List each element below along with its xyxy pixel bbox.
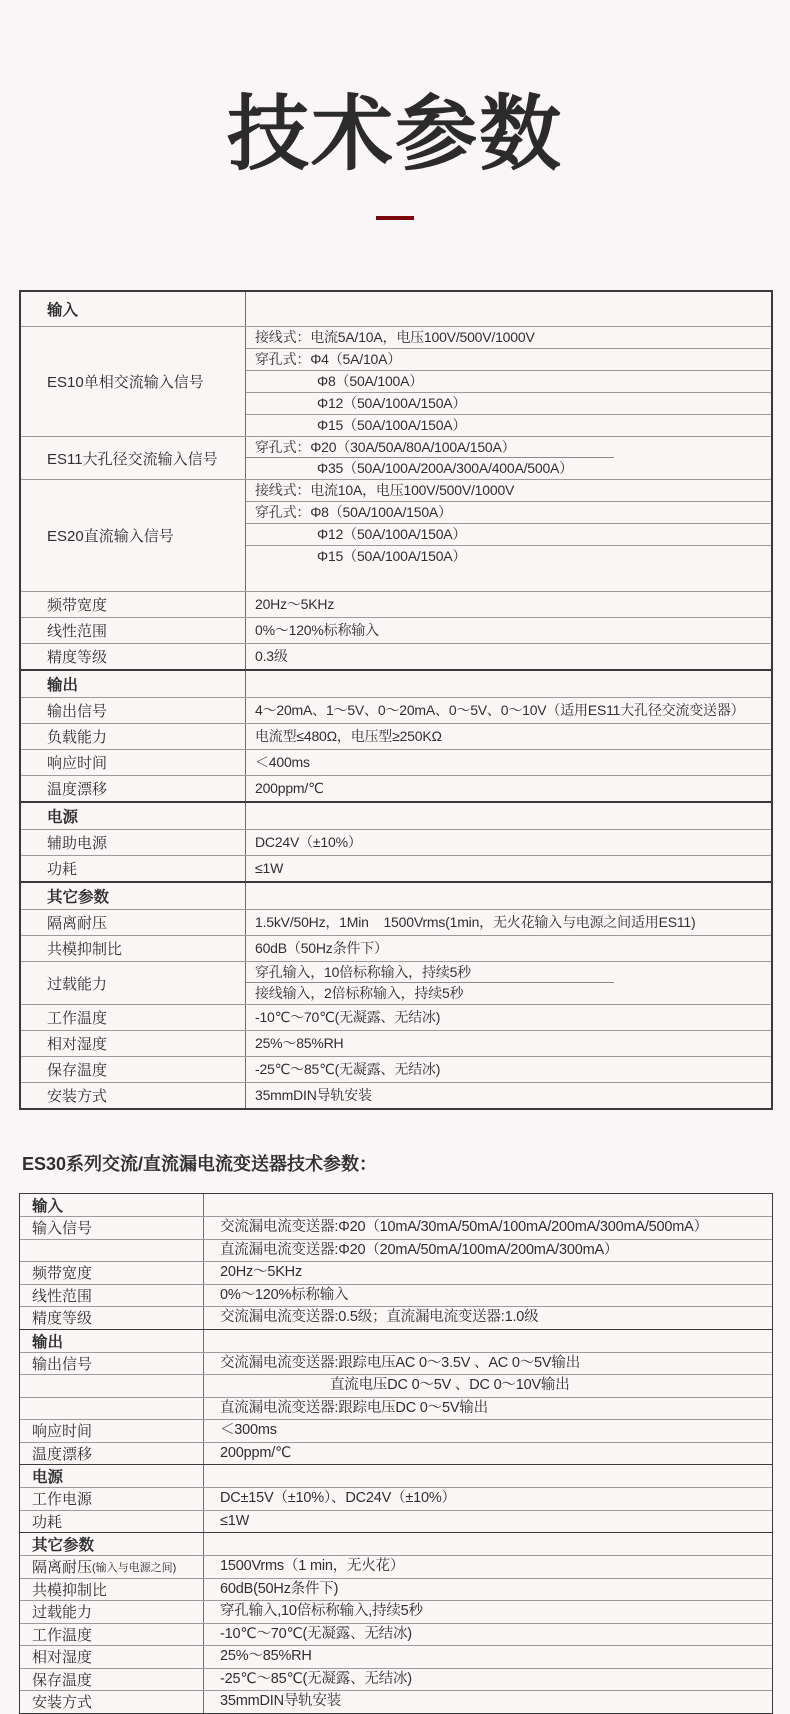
row-value — [246, 830, 771, 855]
table-row — [21, 961, 771, 1004]
row-value — [246, 910, 771, 935]
value-line: 1.5kV/50Hz，1Min 1500Vrms(1min，无火花输入与电源之间适用ES11) — [255, 914, 696, 930]
table-row — [21, 1004, 771, 1030]
value-line: Φ15（50A/100A/150A） — [317, 417, 467, 433]
value-line: -25℃～85℃(无凝露、无结冰) — [255, 1061, 441, 1077]
value-line: 0%～120%标称输入 — [255, 622, 379, 638]
table-row — [21, 935, 771, 961]
value-line: 交流漏电流变送器:Φ20（10mA/30mA/50mA/100mA/200mA/300mA/500mA） — [220, 1219, 708, 1235]
row-value — [204, 1398, 772, 1420]
value-line: Φ35（50A/100A/200A/300A/400A/500A） — [317, 460, 573, 476]
row-value — [204, 1669, 772, 1691]
row-label: 输出 — [20, 1330, 204, 1352]
table-row — [20, 1690, 772, 1713]
row-value — [204, 1285, 772, 1307]
row-value — [204, 1217, 772, 1239]
value-line: 200ppm/℃ — [220, 1444, 292, 1461]
table-row — [21, 436, 771, 479]
row-label: 响应时间 — [21, 750, 246, 775]
table-row — [21, 775, 771, 801]
row-label: 精度等级 — [21, 644, 246, 669]
table-row — [21, 1082, 771, 1108]
value-line: 20Hz～5KHz — [220, 1264, 303, 1280]
row-value — [204, 1601, 772, 1623]
row-value — [246, 618, 771, 643]
value-line: 穿孔输入，10倍标称输入，持续5秒 — [246, 962, 771, 983]
row-label: 保存温度 — [21, 1057, 246, 1082]
value-line: ≤1W — [220, 1512, 250, 1529]
row-value — [246, 724, 771, 749]
row-label: 输入 — [21, 292, 246, 326]
value-line: 35mmDIN导轨安装 — [220, 1693, 342, 1709]
row-value — [204, 1511, 772, 1533]
value-line: 0%～120%标称输入 — [220, 1286, 349, 1303]
title-divider — [376, 216, 414, 220]
value-line: 直流漏电流变送器:Φ20（20mA/50mA/100mA/200mA/300mA） — [220, 1241, 619, 1258]
row-label-note: (输入与电源之间) — [92, 1561, 177, 1574]
value-line: 0.3级 — [255, 648, 288, 664]
row-value — [246, 936, 771, 961]
table-row — [20, 1442, 772, 1465]
row-value — [204, 1330, 772, 1352]
row-value — [204, 1443, 772, 1465]
table-row — [21, 591, 771, 617]
value-line: 25%～85%RH — [255, 1035, 344, 1051]
row-value — [204, 1262, 772, 1284]
value-line: 4～20mA、1～5V、0～20mA、0～5V、0～10V（适用ES11大孔径交流变送器） — [255, 702, 745, 718]
row-label: ES10单相交流输入信号 — [21, 327, 246, 436]
row-value — [204, 1465, 772, 1487]
row-label: 温度漂移 — [20, 1443, 204, 1465]
table-row — [20, 1374, 772, 1397]
value-line: 穿孔式：Φ20（30A/50A/80A/100A/150A） — [246, 437, 771, 458]
value-line: -25℃～85℃(无凝露、无结冰) — [220, 1670, 412, 1687]
value-line: ＜400ms — [255, 754, 310, 770]
row-value — [204, 1691, 772, 1713]
row-value — [246, 750, 771, 775]
value-line — [246, 886, 771, 907]
table-row — [20, 1532, 772, 1555]
table-row — [20, 1487, 772, 1510]
row-value — [246, 883, 771, 909]
value-line: 交流漏电流变送器:0.5级；直流漏电流变送器:1.0级 — [220, 1309, 539, 1325]
row-label: 过载能力 — [21, 962, 246, 1004]
row-label: ES20直流输入信号 — [21, 480, 246, 591]
value-line: ＜300ms — [220, 1422, 277, 1438]
spec-table-es10 — [19, 290, 773, 1110]
table-row — [21, 723, 771, 749]
table-row — [20, 1464, 772, 1487]
table-row — [21, 881, 771, 909]
value-line: 60dB（50Hz条件下） — [255, 940, 388, 956]
value-line: 接线输入，2倍标称输入，持续5秒 — [255, 985, 464, 1001]
table-row — [21, 617, 771, 643]
row-label: 工作温度 — [21, 1005, 246, 1030]
table-row — [20, 1397, 772, 1420]
row-value — [204, 1624, 772, 1646]
table-row — [21, 326, 771, 436]
row-value — [204, 1533, 772, 1555]
row-label: 相对湿度 — [20, 1646, 204, 1668]
table-row — [21, 909, 771, 935]
value-line: 直流电压DC 0～5V 、DC 0～10V输出 — [330, 1377, 570, 1393]
page-title: 技术参数 — [226, 89, 563, 180]
row-label: 安装方式 — [20, 1691, 204, 1713]
row-label: 响应时间 — [20, 1420, 204, 1442]
row-label: 共模抑制比 — [21, 936, 246, 961]
row-value — [204, 1375, 772, 1397]
row-value — [246, 592, 771, 617]
row-label: 频带宽度 — [20, 1262, 204, 1284]
value-line: 穿孔输入,10倍标称输入,持续5秒 — [220, 1603, 423, 1619]
table-row — [20, 1216, 772, 1239]
value-line — [246, 299, 771, 320]
row-label: 电源 — [20, 1465, 204, 1487]
row-label: 相对湿度 — [21, 1031, 246, 1056]
value-line — [246, 567, 771, 591]
row-value — [204, 1556, 772, 1578]
table-row — [21, 292, 771, 326]
row-value — [246, 1083, 771, 1108]
row-label: 功耗 — [20, 1511, 204, 1533]
row-label: 工作电源 — [20, 1488, 204, 1510]
row-value — [204, 1240, 772, 1262]
row-label: 功耗 — [21, 856, 246, 881]
value-line: 直流漏电流变送器:跟踪电压DC 0～5V输出 — [220, 1399, 488, 1416]
row-label: 隔离耐压 (输入与电源之间) — [20, 1556, 204, 1578]
value-line: 电流型≤480Ω，电压型≥250KΩ — [255, 728, 442, 744]
value-line: Φ12（50A/100A/150A） — [246, 524, 771, 546]
row-label — [20, 1375, 204, 1397]
row-label — [20, 1398, 204, 1420]
table-row — [21, 829, 771, 855]
row-value — [246, 1005, 771, 1030]
row-label: 电源 — [21, 803, 246, 829]
value-line: 接线式：电流5A/10A，电压100V/500V/1000V — [246, 327, 771, 349]
value-line: 25%～85%RH — [220, 1648, 312, 1664]
row-label: 共模抑制比 — [20, 1579, 204, 1601]
value-line — [204, 1194, 772, 1216]
row-value — [204, 1488, 772, 1510]
row-value — [246, 776, 771, 801]
row-value — [246, 437, 771, 479]
table-row — [21, 749, 771, 775]
table-row — [20, 1419, 772, 1442]
row-label: 输入信号 — [20, 1217, 204, 1239]
row-value — [246, 644, 771, 669]
table-row — [20, 1645, 772, 1668]
table-row — [20, 1578, 772, 1601]
value-line: 20Hz～5KHz — [255, 596, 335, 612]
spec-table-es30 — [19, 1193, 773, 1714]
value-line — [246, 674, 771, 695]
es30-section-heading: ES30系列交流/直流漏电流变送器技术参数： — [22, 1154, 378, 1174]
row-value — [246, 962, 771, 1004]
value-line: 接线式：电流10A，电压100V/500V/1000V — [246, 480, 771, 502]
table-row — [21, 1056, 771, 1082]
value-line: 35mmDIN导轨安装 — [255, 1087, 372, 1103]
value-line — [246, 806, 771, 827]
row-label: 安装方式 — [21, 1083, 246, 1108]
row-label: 负载能力 — [21, 724, 246, 749]
row-label: 输出信号 — [20, 1353, 204, 1375]
row-value — [246, 803, 771, 829]
table-row — [20, 1600, 772, 1623]
row-label: 精度等级 — [20, 1307, 204, 1329]
table-row — [21, 1030, 771, 1056]
row-label: 频带宽度 — [21, 592, 246, 617]
table-row — [21, 643, 771, 669]
row-label: 其它参数 — [21, 883, 246, 909]
table-row — [20, 1194, 772, 1216]
row-label: 线性范围 — [20, 1285, 204, 1307]
table-row — [20, 1261, 772, 1284]
row-label: 过载能力 — [20, 1601, 204, 1623]
table-row — [20, 1239, 772, 1262]
table-row — [20, 1510, 772, 1533]
row-label: 隔离耐压 — [21, 910, 246, 935]
value-line: -10℃～70℃(无凝露、无结冰) — [255, 1009, 441, 1025]
row-label: 线性范围 — [21, 618, 246, 643]
table-row — [20, 1668, 772, 1691]
value-line: Φ12（50A/100A/150A） — [246, 393, 771, 415]
row-label: 输出 — [21, 671, 246, 697]
row-label — [20, 1240, 204, 1262]
value-line — [204, 1330, 772, 1352]
row-value — [246, 856, 771, 881]
row-value — [204, 1420, 772, 1442]
row-label: 辅助电源 — [21, 830, 246, 855]
table-row — [20, 1352, 772, 1375]
row-label: 其它参数 — [20, 1533, 204, 1555]
value-line: Φ15（50A/100A/150A） — [317, 548, 467, 564]
row-value — [246, 1031, 771, 1056]
row-label: 保存温度 — [20, 1669, 204, 1691]
row-value — [204, 1194, 772, 1216]
row-label: 温度漂移 — [21, 776, 246, 801]
row-label: 工作温度 — [20, 1624, 204, 1646]
table-row — [21, 801, 771, 829]
row-value — [204, 1646, 772, 1668]
row-label: ES11大孔径交流输入信号 — [21, 437, 246, 479]
row-value — [246, 671, 771, 697]
table-row — [21, 479, 771, 591]
value-line — [204, 1533, 772, 1555]
row-value — [246, 698, 771, 723]
table-row — [21, 669, 771, 697]
table-row — [20, 1284, 772, 1307]
row-value — [204, 1307, 772, 1329]
value-line: 穿孔式：Φ8（50A/100A/150A） — [246, 502, 771, 524]
value-line: ≤1W — [255, 860, 284, 876]
row-value — [246, 292, 771, 326]
row-label: 输入 — [20, 1194, 204, 1216]
table-row — [21, 855, 771, 881]
row-label: 输出信号 — [21, 698, 246, 723]
row-value — [246, 480, 771, 591]
value-line: 1500Vrms（1 min，无火花） — [220, 1558, 405, 1574]
value-line: 200ppm/℃ — [255, 780, 324, 796]
value-line: 60dB(50Hz条件下) — [220, 1580, 339, 1597]
table-row — [20, 1555, 772, 1578]
table-row — [20, 1623, 772, 1646]
value-line: 穿孔式：Φ4（5A/10A） — [246, 349, 771, 371]
value-line: -10℃～70℃(无凝露、无结冰) — [220, 1625, 412, 1642]
row-value — [246, 1057, 771, 1082]
table-row — [20, 1329, 772, 1352]
row-value — [204, 1353, 772, 1375]
value-line: DC±15V（±10%）、DC24V（±10%） — [220, 1490, 456, 1506]
table-row — [20, 1306, 772, 1329]
row-value — [246, 327, 771, 436]
row-value — [204, 1579, 772, 1601]
value-line: 交流漏电流变送器:跟踪电压AC 0～3.5V 、AC 0～5V输出 — [220, 1354, 580, 1371]
value-line: Φ8（50A/100A） — [246, 371, 771, 393]
table-row — [21, 697, 771, 723]
value-line: DC24V（±10%） — [255, 834, 362, 850]
value-line — [204, 1465, 772, 1487]
